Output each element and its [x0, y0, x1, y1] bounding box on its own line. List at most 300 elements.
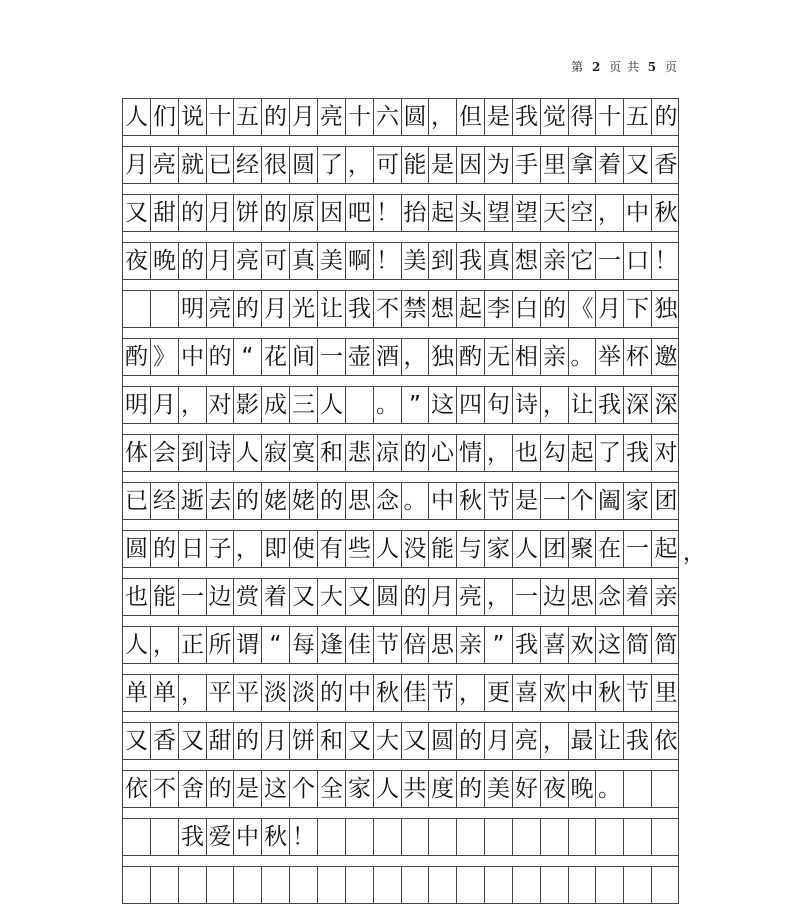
grid-cell: 六 [374, 99, 402, 135]
grid-cell: 依 [123, 771, 151, 807]
grid-cell: 会 [151, 435, 179, 471]
grid-cell: 简 [654, 631, 678, 658]
grid-cell: 是 [234, 771, 262, 807]
row-gap [122, 520, 679, 530]
grid-cell: 圆 [374, 579, 402, 615]
grid-cell: 团 [654, 487, 678, 514]
grid-cell: 圆 [402, 99, 429, 135]
grid-cell: 大 [374, 723, 402, 759]
grid-cell: 亮 [234, 243, 262, 279]
grid-cell [652, 819, 680, 855]
grid-cell: 和 [318, 435, 346, 471]
grid-cell: 的 [262, 195, 290, 231]
grid-cell [541, 819, 569, 855]
grid-cell: 晚 [569, 771, 596, 807]
grid-cell: 度 [429, 771, 457, 807]
grid-cell: 不 [151, 771, 179, 807]
grid-cell: 更 [485, 675, 513, 711]
grid-cell [402, 819, 429, 855]
grid-cell: 中 [179, 339, 207, 375]
grid-cell: 节 [624, 675, 652, 711]
grid-cell: 这 [429, 387, 457, 423]
grid-cell: 天 [541, 195, 569, 231]
grid-cell: 单 [123, 675, 151, 711]
page-total: 5 [647, 60, 658, 74]
grid-cell: 对 [654, 439, 678, 466]
grid-cell: 让 [596, 723, 624, 759]
grid-cell: 佳 [346, 627, 374, 663]
grid-cell: 又 [346, 723, 374, 759]
grid-cell: 全 [318, 771, 346, 807]
row-gap [122, 568, 679, 578]
grid-cell: 想 [429, 291, 457, 327]
grid-row [122, 146, 679, 184]
grid-cell: 所 [207, 627, 234, 663]
grid-cell: 的 [234, 483, 262, 519]
grid-row [122, 770, 679, 808]
grid-cell: 一 [513, 579, 541, 615]
grid-cell: 每 [290, 627, 318, 663]
grid-cell: 就 [179, 147, 207, 183]
composition-grid [122, 98, 679, 906]
grid-cell: 们 [151, 99, 179, 135]
grid-cell: 。 [374, 387, 402, 423]
grid-cell: 秋 [654, 199, 678, 226]
grid-cell: 阖 [596, 483, 624, 519]
grid-cell: 人 [123, 99, 151, 135]
grid-cell: 亮 [318, 99, 346, 135]
grid-cell: 着 [624, 579, 652, 615]
grid-cell: 独 [654, 295, 678, 322]
grid-cell [151, 291, 179, 327]
grid-cell [234, 867, 262, 903]
grid-cell: 能 [429, 531, 457, 567]
grid-cell [374, 867, 402, 903]
grid-cell: 壶 [346, 339, 374, 375]
grid-row [122, 194, 679, 232]
grid-cell: 凉 [374, 435, 402, 471]
grid-cell [123, 291, 151, 327]
row-gap [122, 424, 679, 434]
grid-cell: 饼 [234, 195, 262, 231]
grid-cell: 邀 [654, 343, 678, 370]
grid-cell: 月 [485, 723, 513, 759]
grid-cell: 十 [596, 99, 624, 135]
grid-cell: 舍 [179, 771, 207, 807]
grid-cell: 人 [318, 387, 346, 423]
grid-cell: 最 [569, 723, 596, 759]
grid-cell: 五 [624, 99, 652, 135]
grid-cell: 为 [485, 147, 513, 183]
grid-cell: 边 [541, 579, 569, 615]
grid-cell: 我 [179, 819, 207, 855]
row-gap [122, 856, 679, 866]
grid-cell: 香 [654, 151, 678, 178]
grid-cell: 的 [234, 291, 262, 327]
row-gap [122, 616, 679, 626]
grid-cell: 我 [513, 99, 541, 135]
grid-cell: 亲 [654, 583, 678, 610]
grid-cell: 晚 [151, 243, 179, 279]
grid-cell: “ [234, 339, 262, 375]
grid-cell: 的 [402, 435, 429, 471]
grid-cell: 去 [207, 483, 234, 519]
grid-cell: 举 [596, 339, 624, 375]
grid-cell: 家 [485, 531, 513, 567]
row-gap [122, 376, 679, 386]
grid-cell: 大 [318, 579, 346, 615]
grid-cell [374, 819, 402, 855]
grid-cell: 不 [374, 291, 402, 327]
grid-cell: 人 [513, 531, 541, 567]
grid-cell: 望 [485, 195, 513, 231]
grid-cell: 人 [374, 771, 402, 807]
grid-cell: 月 [290, 99, 318, 135]
grid-row [122, 98, 679, 136]
grid-cell: ， [346, 147, 374, 183]
grid-cell: ！ [290, 819, 318, 855]
grid-cell: 能 [402, 147, 429, 183]
grid-cell: 无 [485, 339, 513, 375]
grid-cell: 禁 [402, 291, 429, 327]
grid-cell: 使 [290, 531, 318, 567]
grid-cell: 倍 [402, 627, 429, 663]
grid-cell: 思 [346, 483, 374, 519]
grid-cell: 节 [374, 627, 402, 663]
grid-cell: 着 [596, 147, 624, 183]
grid-cell: 说 [179, 99, 207, 135]
grid-cell: 但 [457, 99, 485, 135]
grid-cell: 着 [262, 579, 290, 615]
grid-cell: 共 [402, 771, 429, 807]
grid-cell [624, 819, 652, 855]
grid-cell: 了 [596, 435, 624, 471]
grid-cell: 了 [318, 147, 346, 183]
grid-cell: 悲 [346, 435, 374, 471]
grid-cell [485, 867, 513, 903]
row-gap [122, 328, 679, 338]
grid-cell: 谓 [234, 627, 262, 663]
grid-cell: 逝 [179, 483, 207, 519]
grid-cell [596, 867, 624, 903]
grid-cell: 已 [207, 147, 234, 183]
grid-cell: 真 [485, 243, 513, 279]
grid-cell: 一 [624, 531, 652, 567]
grid-cell: 也 [123, 579, 151, 615]
grid-cell: 美 [402, 243, 429, 279]
grid-cell [346, 819, 374, 855]
grid-cell: 因 [457, 147, 485, 183]
grid-cell: 深 [624, 387, 652, 423]
grid-cell: 想 [513, 243, 541, 279]
grid-row [122, 290, 679, 328]
grid-cell: 聚 [569, 531, 596, 567]
grid-cell: ， [402, 339, 429, 375]
grid-cell: 白 [513, 291, 541, 327]
grid-cell: 团 [541, 531, 569, 567]
grid-cell: 的 [457, 771, 485, 807]
grid-cell: ， [179, 675, 207, 711]
grid-cell: 亲 [457, 627, 485, 663]
grid-cell [346, 867, 374, 903]
grid-cell: 又 [402, 723, 429, 759]
grid-cell: 啊 [346, 243, 374, 279]
grid-cell [513, 867, 541, 903]
grid-cell: 起 [457, 291, 485, 327]
row-gap [122, 136, 679, 146]
grid-cell: 美 [485, 771, 513, 807]
grid-cell: 是 [429, 147, 457, 183]
grid-cell: 让 [318, 291, 346, 327]
grid-cell: “ [262, 627, 290, 663]
page-middle: 页 共 [609, 60, 640, 74]
grid-cell [402, 867, 429, 903]
grid-cell [318, 819, 346, 855]
row-gap [122, 760, 679, 770]
grid-cell: 依 [654, 727, 678, 754]
grid-cell: 人 [234, 435, 262, 471]
grid-cell [262, 867, 290, 903]
grid-cell: 》 [151, 339, 179, 375]
grid-cell: 的 [234, 723, 262, 759]
grid-cell: 月 [429, 579, 457, 615]
grid-cell [346, 387, 374, 423]
grid-cell: 很 [262, 147, 290, 183]
grid-cell: 念 [596, 579, 624, 615]
grid-cell: 念 [374, 483, 402, 519]
grid-row [122, 530, 679, 568]
grid-cell: 花 [262, 339, 290, 375]
grid-cell: 《 [569, 291, 596, 327]
page-prefix: 第 [571, 60, 585, 74]
grid-cell: 到 [179, 435, 207, 471]
grid-cell: 诗 [513, 387, 541, 423]
grid-cell: 赏 [234, 579, 262, 615]
grid-cell: 情 [457, 435, 485, 471]
grid-cell: 寂 [262, 435, 290, 471]
grid-cell: 是 [485, 99, 513, 135]
grid-cell: ” [485, 627, 513, 663]
grid-cell: 个 [290, 771, 318, 807]
grid-cell: 喜 [541, 627, 569, 663]
page-number [571, 58, 678, 75]
grid-cell: 中 [429, 483, 457, 519]
grid-cell: 影 [234, 387, 262, 423]
grid-cell: 的 [654, 103, 678, 130]
grid-cell: 又 [624, 147, 652, 183]
grid-cell: 光 [290, 291, 318, 327]
grid-cell: 我 [624, 723, 652, 759]
grid-cell: 没 [402, 531, 429, 567]
grid-cell: 到 [429, 243, 457, 279]
grid-cell: 起 [654, 535, 678, 562]
grid-cell: 秋 [457, 483, 485, 519]
grid-cell: ， [485, 579, 513, 615]
grid-cell: 的 [457, 723, 485, 759]
grid-cell [207, 867, 234, 903]
grid-cell: 觉 [541, 99, 569, 135]
grid-cell: 里 [654, 679, 678, 706]
grid-cell: 寞 [290, 435, 318, 471]
grid-cell: 勾 [541, 435, 569, 471]
grid-cell: 月 [207, 243, 234, 279]
grid-cell: 喜 [513, 675, 541, 711]
grid-cell: 甜 [207, 723, 234, 759]
row-gap [122, 664, 679, 674]
grid-cell: ！ [374, 195, 402, 231]
grid-cell: 深 [654, 391, 678, 418]
grid-cell: 的 [179, 195, 207, 231]
grid-cell: 淡 [290, 675, 318, 711]
grid-cell: 是 [513, 483, 541, 519]
grid-cell: 又 [123, 195, 151, 231]
grid-cell: 亮 [513, 723, 541, 759]
grid-cell [624, 771, 652, 807]
grid-cell [123, 867, 151, 903]
grid-cell: 。 [596, 771, 624, 807]
page-suffix: 页 [664, 60, 678, 74]
grid-cell [541, 867, 569, 903]
grid-cell: 。 [402, 483, 429, 519]
grid-cell: 酒 [374, 339, 402, 375]
grid-cell: 些 [346, 531, 374, 567]
grid-cell: 我 [596, 387, 624, 423]
grid-cell: 好 [513, 771, 541, 807]
grid-cell: 抬 [402, 195, 429, 231]
grid-cell: ， [485, 435, 513, 471]
grid-cell: ， [151, 627, 179, 663]
grid-cell: ” [402, 387, 429, 423]
grid-cell: ， [457, 675, 485, 711]
grid-cell: 又 [123, 723, 151, 759]
grid-cell: 月 [123, 147, 151, 183]
grid-cell: 这 [262, 771, 290, 807]
grid-cell: 美 [318, 243, 346, 279]
grid-row [122, 674, 679, 712]
grid-cell: 亲 [541, 243, 569, 279]
grid-cell: 日 [179, 531, 207, 567]
grid-row [122, 386, 679, 424]
grid-row [122, 578, 679, 616]
grid-cell: 这 [596, 627, 624, 663]
grid-cell: 的 [151, 531, 179, 567]
grid-cell: 杯 [624, 339, 652, 375]
grid-cell: 夜 [123, 243, 151, 279]
grid-cell [290, 867, 318, 903]
grid-cell: ， [596, 195, 624, 231]
grid-cell: 欢 [569, 627, 596, 663]
grid-cell: 让 [569, 387, 596, 423]
grid-cell: 夜 [541, 771, 569, 807]
grid-cell: 成 [262, 387, 290, 423]
grid-cell: 的 [318, 675, 346, 711]
grid-cell: 亮 [207, 291, 234, 327]
grid-cell: 思 [569, 579, 596, 615]
grid-cell: 我 [624, 435, 652, 471]
grid-cell: 拿 [569, 147, 596, 183]
grid-cell: 口 [624, 243, 652, 279]
grid-cell: 圆 [290, 147, 318, 183]
grid-row [122, 434, 679, 472]
grid-cell: 亮 [151, 147, 179, 183]
grid-cell: 单 [151, 675, 179, 711]
grid-cell: 诗 [207, 435, 234, 471]
row-gap [122, 712, 679, 722]
grid-row [122, 818, 679, 856]
grid-cell: 一 [318, 339, 346, 375]
grid-cell: 得 [569, 99, 596, 135]
grid-cell [652, 771, 680, 807]
grid-cell: 的 [207, 771, 234, 807]
grid-cell: 在 [596, 531, 624, 567]
grid-cell: 头 [457, 195, 485, 231]
grid-cell: ， [179, 387, 207, 423]
grid-cell: 佳 [402, 675, 429, 711]
grid-cell: 明 [179, 291, 207, 327]
grid-cell: 十 [207, 99, 234, 135]
grid-cell [151, 819, 179, 855]
grid-cell: 的 [179, 243, 207, 279]
grid-cell: 有 [318, 531, 346, 567]
grid-cell: 中 [346, 675, 374, 711]
grid-cell: ， [541, 723, 569, 759]
grid-cell [457, 819, 485, 855]
grid-cell: 的 [318, 483, 346, 519]
grid-cell: 五 [234, 99, 262, 135]
grid-cell: 三 [290, 387, 318, 423]
grid-cell: 月 [151, 387, 179, 423]
grid-cell: 姥 [290, 483, 318, 519]
grid-cell: 姥 [262, 483, 290, 519]
grid-cell: 节 [429, 675, 457, 711]
grid-cell: 秋 [596, 675, 624, 711]
grid-cell: 爱 [207, 819, 234, 855]
overflow-punctuation: ， [683, 541, 706, 566]
grid-cell [624, 867, 652, 903]
grid-cell: 酌 [123, 339, 151, 375]
grid-cell: 能 [151, 579, 179, 615]
grid-cell: 香 [151, 723, 179, 759]
grid-cell: 我 [346, 291, 374, 327]
grid-cell: 秋 [262, 819, 290, 855]
grid-cell: 正 [179, 627, 207, 663]
grid-cell [652, 867, 680, 903]
grid-cell: 我 [513, 627, 541, 663]
grid-cell: 中 [234, 819, 262, 855]
grid-cell: 月 [596, 291, 624, 327]
grid-cell: 它 [569, 243, 596, 279]
grid-cell: ， [429, 99, 457, 135]
grid-cell: 月 [262, 291, 290, 327]
grid-row [122, 722, 679, 760]
grid-cell: 的 [402, 579, 429, 615]
grid-cell: 经 [151, 483, 179, 519]
grid-cell: 逢 [318, 627, 346, 663]
grid-cell: 心 [429, 435, 457, 471]
grid-cell: 又 [346, 579, 374, 615]
grid-cell [429, 819, 457, 855]
grid-cell: 下 [624, 291, 652, 327]
grid-cell: 月 [207, 195, 234, 231]
grid-cell: 简 [624, 627, 652, 663]
grid-cell: 秋 [374, 675, 402, 711]
grid-cell: 即 [262, 531, 290, 567]
grid-cell: 我 [457, 243, 485, 279]
grid-row [122, 242, 679, 280]
grid-cell: 月 [262, 723, 290, 759]
grid-cell: 因 [318, 195, 346, 231]
row-gap [122, 472, 679, 482]
